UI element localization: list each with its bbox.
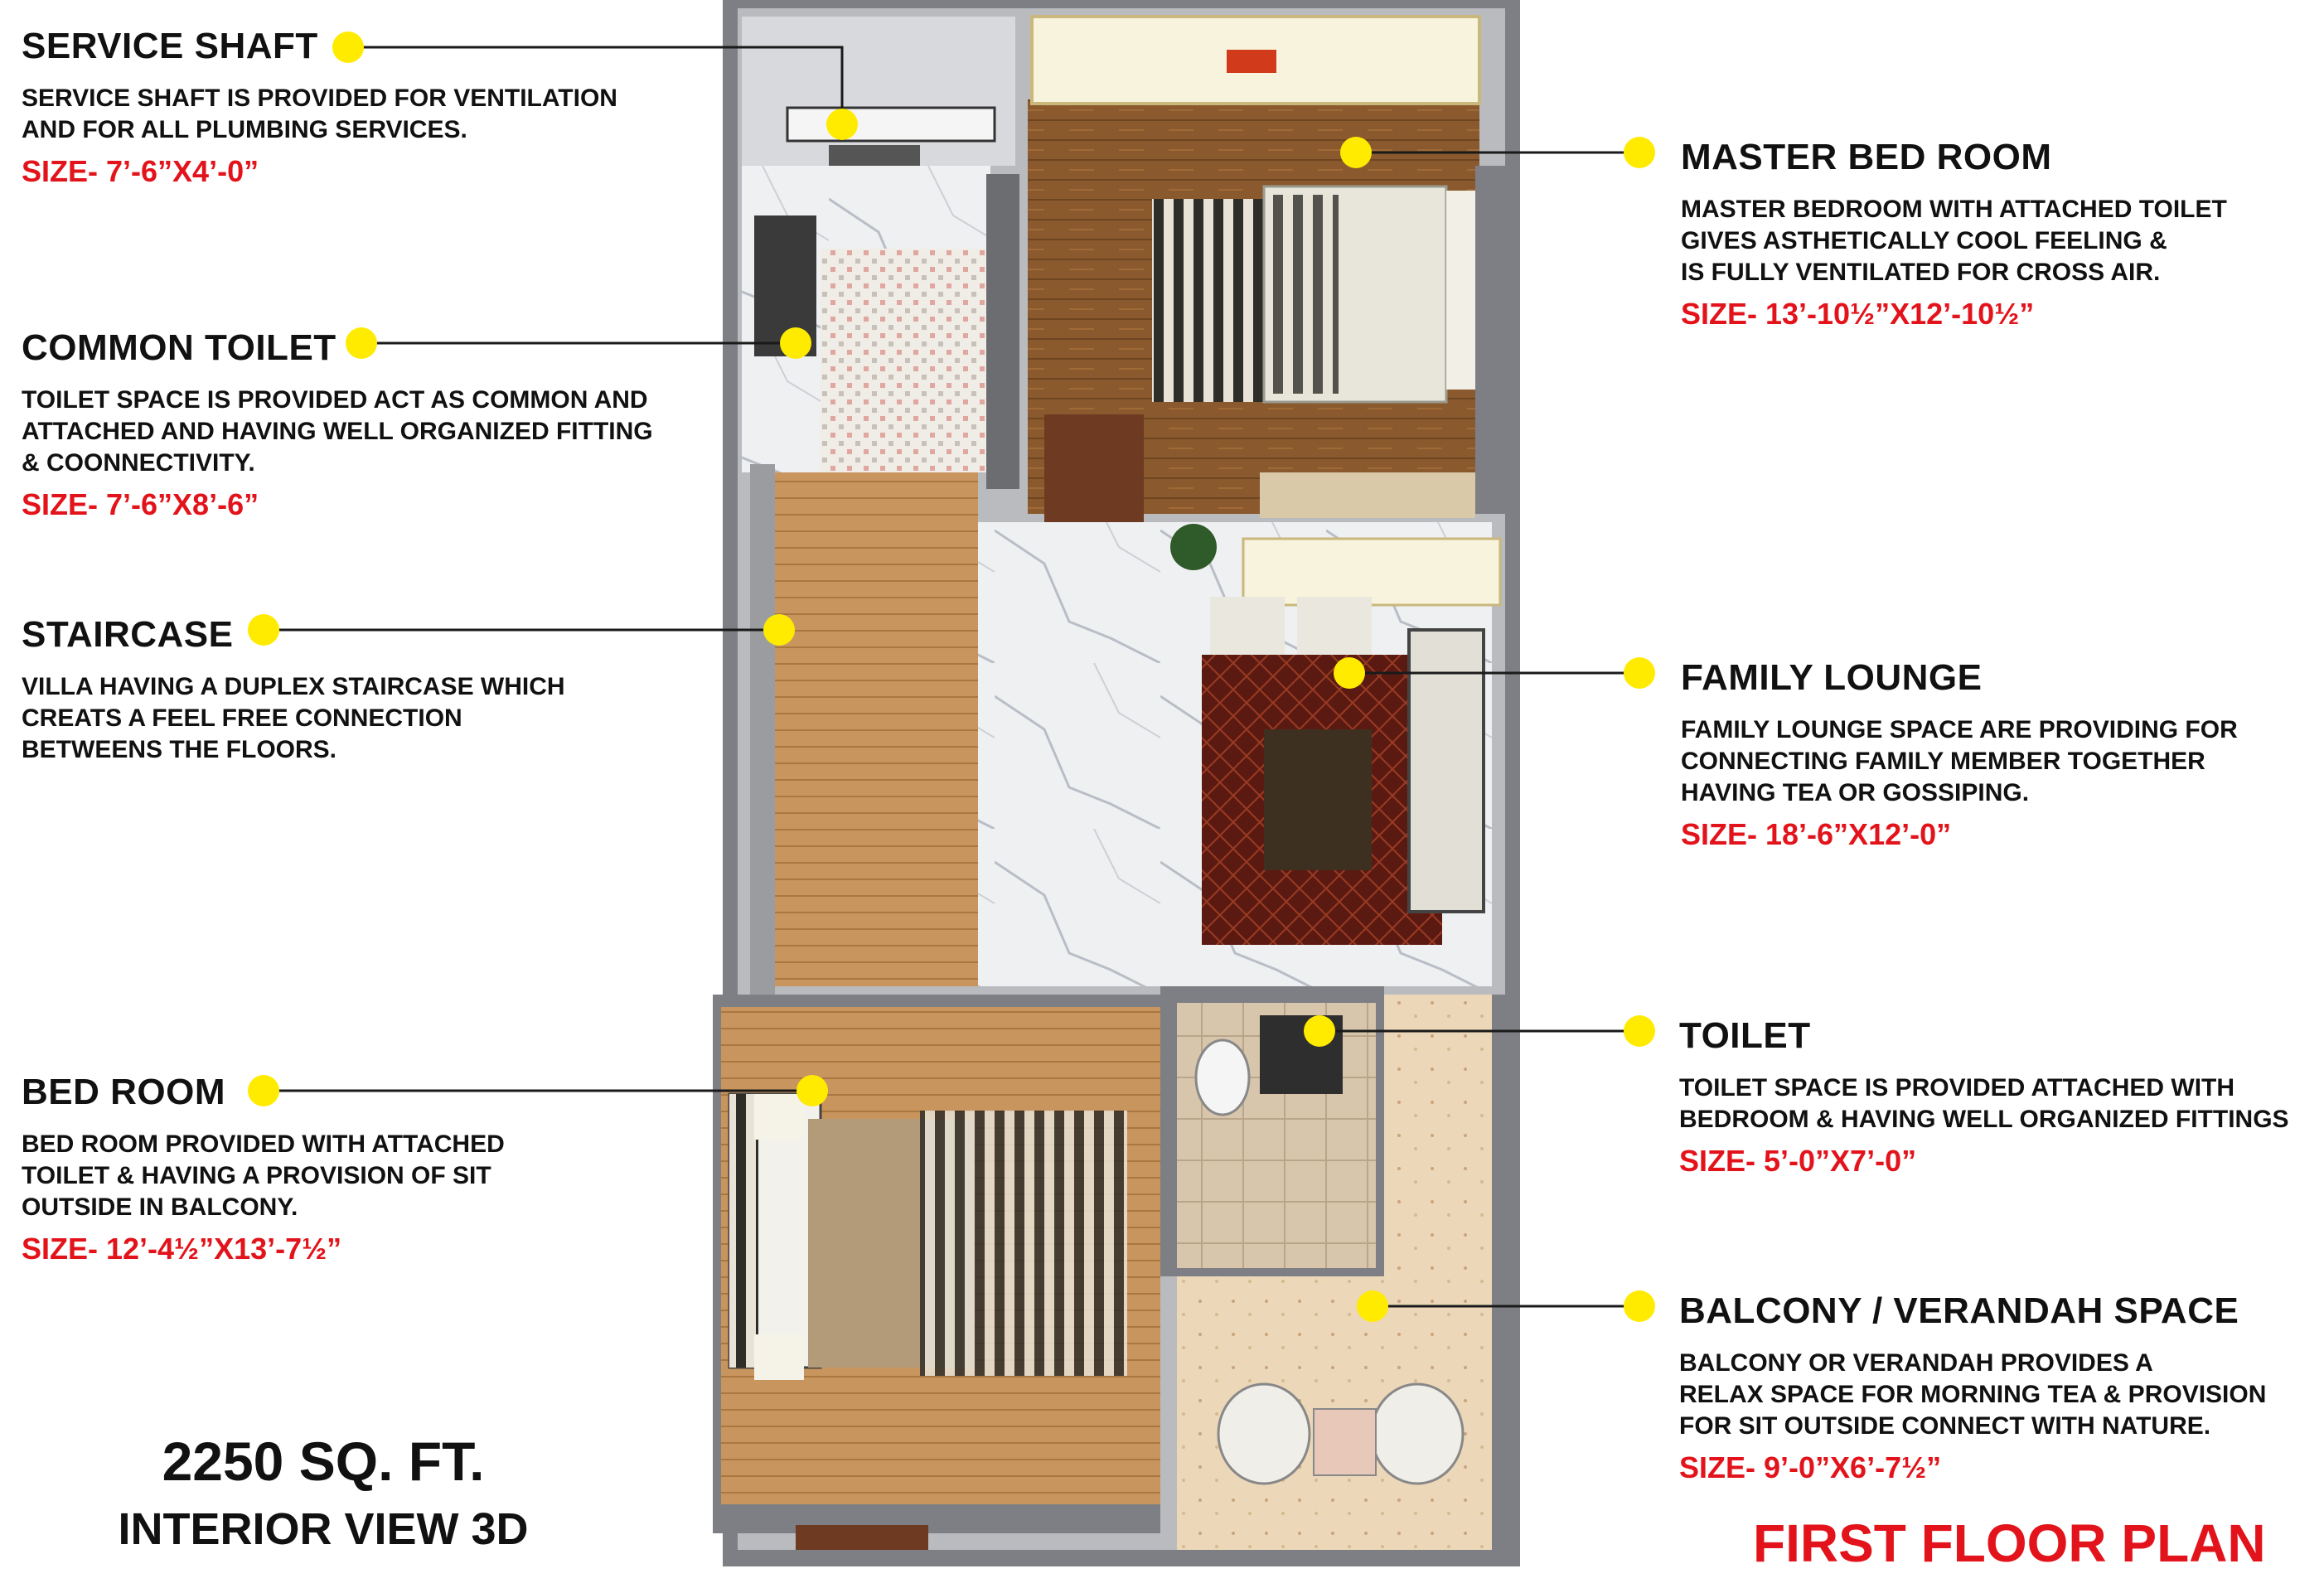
target-marker-toilet — [1304, 1015, 1335, 1047]
annotation-title: BALCONY / VERANDAH SPACE — [1679, 1290, 2239, 1331]
label-marker-master-bed-room — [1624, 137, 1655, 168]
annotation-family-lounge — [1681, 657, 2311, 852]
annotation-description: TOILET SPACE IS PROVIDED ACT AS COMMON AND ATTACHED AND HAVING WELL ORGANIZED FITTING & COONNECTIVITY. — [22, 386, 653, 477]
annotation-title: BED ROOM — [22, 1072, 225, 1112]
annotation-size: SIZE- 12’-4½”X13’-7½” — [22, 1232, 342, 1266]
view-type-label: INTERIOR VIEW 3D — [118, 1504, 529, 1554]
annotation-balcony — [1679, 1290, 2317, 1485]
target-marker-balcony — [1357, 1290, 1388, 1322]
annotation-title: FAMILY LOUNGE — [1681, 657, 1983, 698]
annotation-size: SIZE- 7’-6”X4’-0” — [22, 154, 259, 188]
area-caption — [58, 1431, 588, 1554]
annotation-title: COMMON TOILET — [22, 327, 336, 368]
target-marker-common-toilet — [780, 327, 811, 359]
plan-title: FIRST FLOOR PLAN — [1753, 1513, 2266, 1573]
annotation-staircase — [22, 614, 701, 766]
label-marker-family-lounge — [1624, 657, 1655, 689]
annotation-description: BED ROOM PROVIDED WITH ATTACHED TOILET & HAVING A PROVISION OF SIT OUTSIDE IN BALCONY. — [22, 1130, 505, 1221]
annotation-description: TOILET SPACE IS PROVIDED ATTACHED WITH BEDROOM & HAVING WELL ORGANIZED FITTINGS — [1679, 1074, 2289, 1133]
label-marker-toilet — [1624, 1015, 1655, 1047]
area-value: 2250 SQ. FT. — [162, 1431, 485, 1492]
annotation-common-toilet — [22, 327, 734, 522]
annotation-size: SIZE- 13’-10½”X12’-10½” — [1681, 297, 2035, 331]
annotation-title: SERVICE SHAFT — [22, 26, 318, 66]
annotation-description: VILLA HAVING A DUPLEX STAIRCASE WHICH CREATS A FEEL FREE CONNECTION BETWEENS THE FLOORS. — [22, 673, 565, 763]
annotation-size: SIZE- 9’-0”X6’-7½” — [1679, 1450, 1942, 1484]
target-marker-bed-room — [796, 1075, 828, 1106]
annotation-description: MASTER BEDROOM WITH ATTACHED TOILET GIVES ASTHETICALLY COOL FEELING & IS FULLY VENTILATED FOR CROSS AIR. — [1681, 196, 2227, 286]
annotation-description: BALCONY OR VERANDAH PROVIDES A RELAX SPACE FOR MORNING TEA & PROVISION FOR SIT OUTSIDE CONNECT WITH NATURE. — [1679, 1349, 2267, 1440]
annotation-size: SIZE- 7’-6”X8’-6” — [22, 487, 259, 521]
annotation-size: SIZE- 18’-6”X12’-0” — [1681, 817, 1952, 851]
annotation-toilet — [1679, 1015, 2322, 1179]
target-marker-master-bed-room — [1340, 137, 1372, 168]
target-marker-family-lounge — [1334, 657, 1365, 689]
label-marker-balcony — [1624, 1290, 1655, 1322]
annotation-title: STAIRCASE — [22, 614, 234, 655]
target-marker-service-shaft — [826, 109, 858, 140]
annotation-description: FAMILY LOUNGE SPACE ARE PROVIDING FOR CONNECTING FAMILY MEMBER TOGETHER HAVING TEA OR GOSSIPING. — [1681, 716, 2238, 806]
annotation-title: TOILET — [1679, 1015, 1811, 1056]
target-marker-staircase — [763, 614, 795, 646]
annotation-master-bed-room — [1681, 139, 2311, 332]
annotation-title: MASTER BED ROOM — [1681, 137, 2052, 177]
annotation-bed-room — [22, 1074, 701, 1266]
annotation-description: SERVICE SHAFT IS PROVIDED FOR VENTILATION AND FOR ALL PLUMBING SERVICES. — [22, 85, 617, 143]
annotation-service-shaft — [22, 28, 701, 189]
annotation-size: SIZE- 5’-0”X7’-0” — [1679, 1144, 1917, 1178]
